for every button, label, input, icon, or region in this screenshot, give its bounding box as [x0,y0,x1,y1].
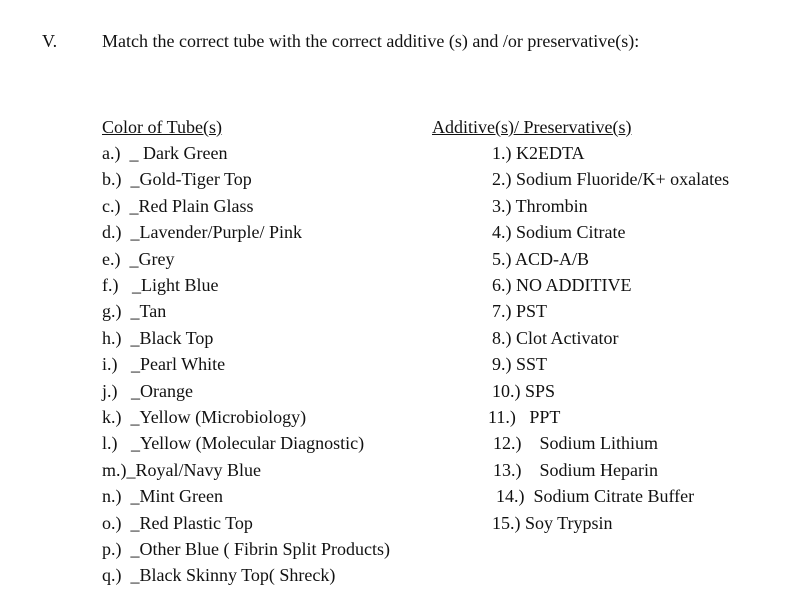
additive-option: 3.) Thrombin [492,195,588,216]
additive-option: 15.) Soy Trypsin [492,512,613,533]
additive-option: 5.) ACD-A/B [492,248,590,269]
tube-option: e.) _Grey [102,248,175,269]
tube-option: q.) _Black Skinny Top( Shreck) [102,565,336,586]
additive-option: 12.) Sodium Lithium [493,433,659,454]
tube-option: o.) _Red Plastic Top [102,512,253,533]
section-number: V. [42,31,58,51]
tube-option: f.) _Light Blue [102,275,219,295]
tube-option: j.) _Orange [102,380,193,401]
additive-option: 1.) K2EDTA [492,143,585,163]
tube-option: i.) _Pearl White [102,354,226,375]
tube-option: a.) _ Dark Green [102,143,228,163]
tube-option: k.) _Yellow (Microbiology) [102,407,307,427]
additive-option: 8.) Clot Activator [492,327,619,348]
additives-column-header: Additive(s)/ Preservative(s) [432,117,632,137]
tube-option: l.) _Yellow (Molecular Diagnostic) [102,433,365,454]
tube-option: n.) _Mint Green [102,486,223,507]
additive-option: 7.) PST [492,301,548,322]
tube-option: b.) _Gold-Tiger Top [102,169,252,190]
additive-option: 2.) Sodium Fluoride/K+ oxalates [492,169,730,190]
additive-option: 13.) Sodium Heparin [493,459,658,480]
tube-option: h.) _Black Top [102,327,214,348]
additive-option: 9.) SST [492,354,548,375]
additive-option: 11.) PPT [488,407,561,427]
tube-option: g.) _Tan [102,301,167,322]
tubes-column-header: Color of Tube(s) [102,117,223,137]
additive-option: 14.) Sodium Citrate Buffer [496,486,695,507]
tube-option: c.) _Red Plain Glass [102,195,254,216]
instruction-text: Match the correct tube with the correct additive (s) and /or preservative(s): [102,31,640,51]
tube-option: p.) _Other Blue ( Fibrin Split Products) [102,539,390,559]
additive-option: 10.) SPS [492,380,556,401]
tube-option: d.) _Lavender/Purple/ Pink [102,222,302,243]
tube-option: m.)_Royal/Navy Blue [102,459,261,480]
additive-option: 4.) Sodium Citrate [492,222,626,243]
additive-option: 6.) NO ADDITIVE [492,275,632,295]
